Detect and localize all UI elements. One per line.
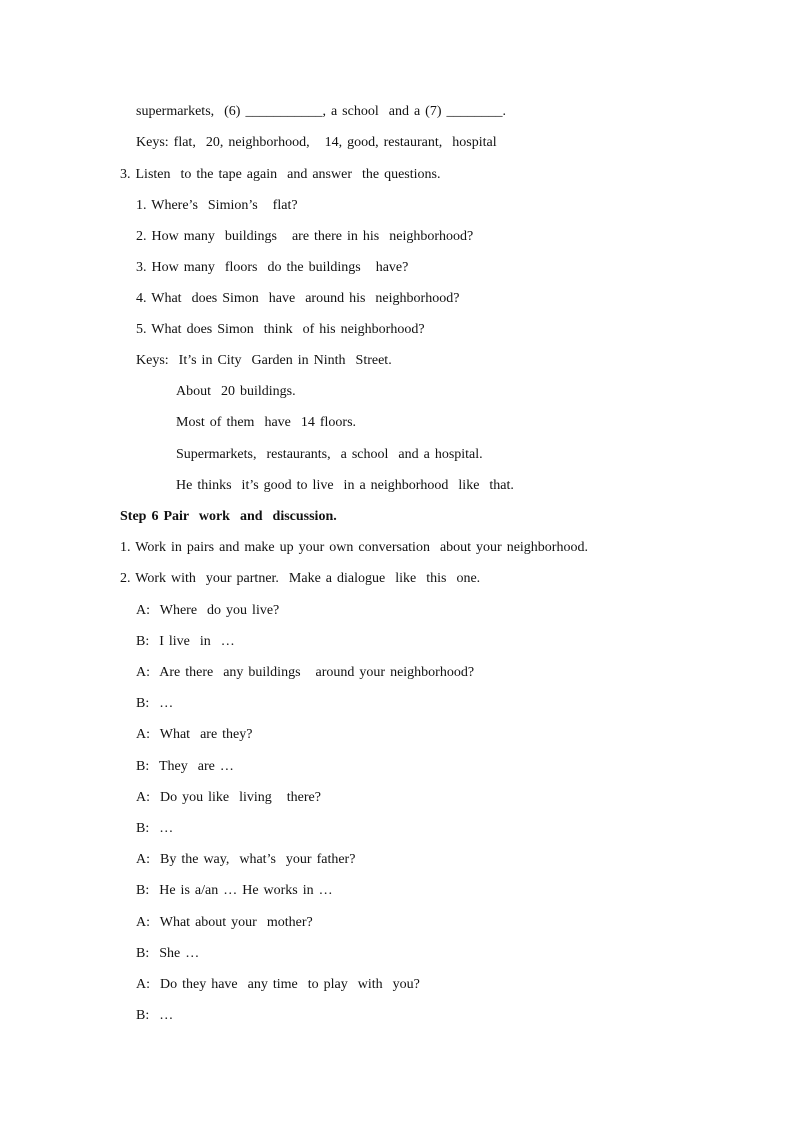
instruction-2: 2. Work with your partner. Make a dialogue like this one. xyxy=(120,571,481,586)
question-1: 1. Where’s Simion’s flat? xyxy=(136,198,298,213)
question-2: 2. How many buildings are there in his neighborhood? xyxy=(136,229,474,244)
answer-keys-3: Most of them have 14 floors. xyxy=(176,415,357,430)
instruction-1: 1. Work in pairs and make up your own conversation about your neighborhood. xyxy=(120,540,588,555)
dialogue-line: B: She … xyxy=(136,946,200,961)
dialogue-line: A: What about your mother? xyxy=(136,915,313,930)
dialogue-line: A: What are they? xyxy=(136,727,253,742)
answer-keys-2: About 20 buildings. xyxy=(176,384,296,399)
question-5: 5. What does Simon think of his neighborhood? xyxy=(136,322,425,337)
dialogue-line: B: He is a/an … He works in … xyxy=(136,883,333,898)
dialogue-line: B: … xyxy=(136,821,174,836)
answer-keys-4: Supermarkets, restaurants, a school and a hospital. xyxy=(176,447,483,462)
dialogue-line: A: Do they have any time to play with you? xyxy=(136,977,420,992)
dialogue-line: A: Are there any buildings around your neighborhood? xyxy=(136,665,475,680)
dialogue-line: A: Where do you live? xyxy=(136,603,280,618)
step-6-heading: Step 6 Pair work and discussion. xyxy=(120,509,337,524)
dialogue-line: B: They are … xyxy=(136,759,234,774)
dialogue-line: B: … xyxy=(136,1008,174,1023)
task-3-heading: 3. Listen to the tape again and answer the questions. xyxy=(120,167,441,182)
answer-keys-5: He thinks it’s good to live in a neighborhood like that. xyxy=(176,478,514,493)
passage-blank-line: supermarkets, (6) ___________, a school and a (7) ________. xyxy=(136,104,506,119)
keys-line: Keys: flat, 20, neighborhood, 14, good, restaurant, hospital xyxy=(136,135,497,150)
dialogue-line: A: By the way, what’s your father? xyxy=(136,852,356,867)
dialogue-line: B: … xyxy=(136,696,174,711)
dialogue-line: A: Do you like living there? xyxy=(136,790,321,805)
question-3: 3. How many floors do the buildings have? xyxy=(136,260,409,275)
dialogue-line: B: I live in … xyxy=(136,634,235,649)
answer-keys-1: Keys: It’s in City Garden in Ninth Street. xyxy=(136,353,392,368)
question-4: 4. What does Simon have around his neighborhood? xyxy=(136,291,460,306)
